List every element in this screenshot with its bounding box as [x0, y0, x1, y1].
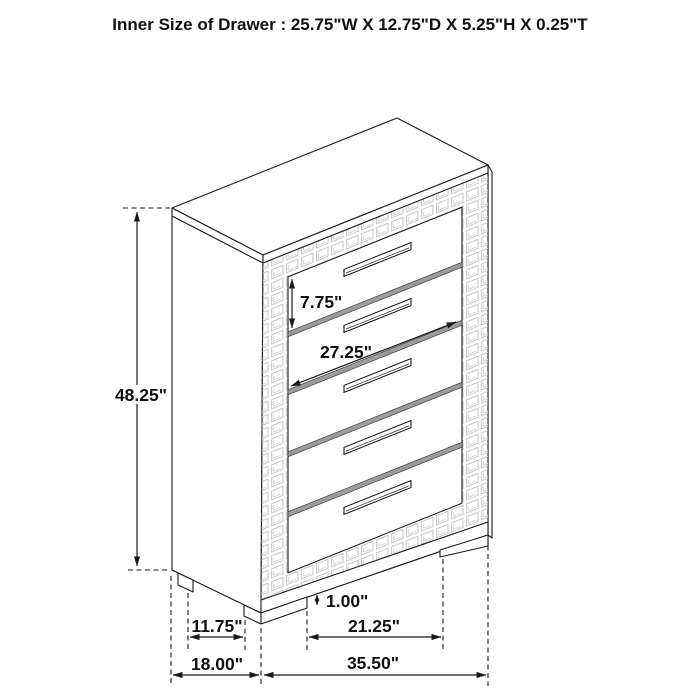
diagram-title: Inner Size of Drawer : 25.75"W X 12.75"D X 5.25"H X 0.25"T [112, 15, 588, 34]
side-face [172, 208, 263, 613]
dim-side-leg-spacing: 11.75" [191, 616, 243, 636]
right-edge-sliver [488, 165, 492, 538]
dim-overall-depth: 18.00" [190, 654, 244, 674]
dim-front-leg-spacing: 21.25" [347, 616, 401, 636]
dim-overall-height: 48.25" [114, 385, 168, 405]
dim-drawer-height: 7.75" [300, 292, 343, 312]
dim-overall-width: 35.50" [346, 653, 400, 673]
dim-drawer-width: 27.25" [319, 342, 373, 362]
chest-body [172, 118, 492, 624]
dim-foot-height: 1.00" [326, 591, 369, 611]
